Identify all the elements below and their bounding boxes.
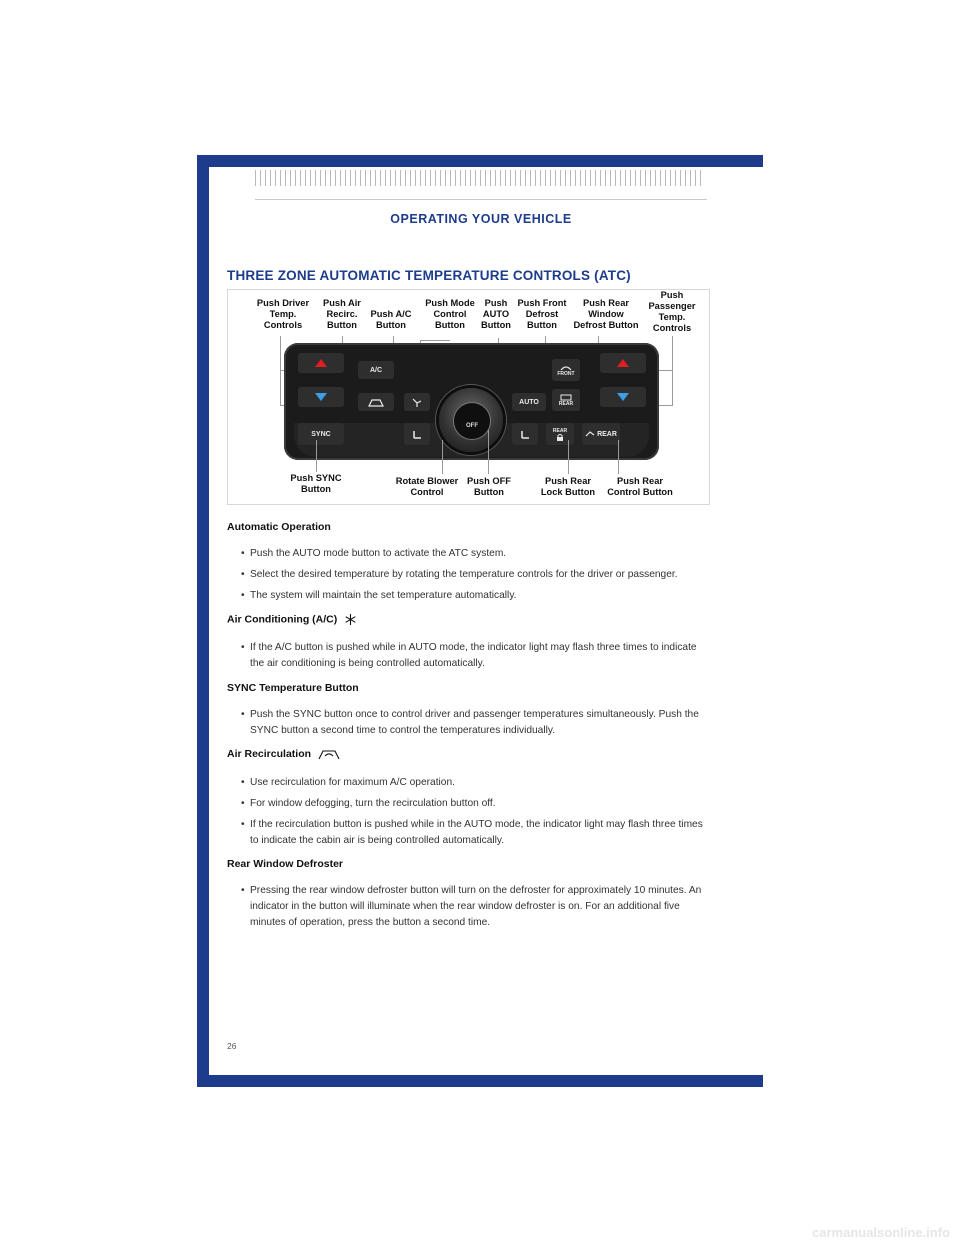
callout-blower: Rotate Blower Control [395, 476, 459, 497]
callout-sync: Push SYNC Button [290, 473, 342, 494]
bullet-dot: • [241, 885, 245, 896]
off-button[interactable] [453, 402, 491, 440]
passenger-temp-up-button[interactable] [600, 353, 646, 373]
rear-control-button[interactable] [582, 423, 620, 445]
frame-top-bar [197, 155, 763, 167]
leader-line [442, 440, 443, 474]
bullet-text: If the recirculation button is pushed while in the AUTO mode, the indicator light may flash three times to indicate the cabin air is being controlled automatically. [250, 819, 703, 846]
bullet-text: Select the desired temperature by rotating the temperature controls for the driver or passenger. [250, 569, 678, 580]
callout-mode: Push Mode Control Button [425, 298, 475, 330]
seat-heat-icon [411, 428, 423, 440]
callout-auto: Push AUTO Button [481, 298, 511, 330]
front-defrost-label: FRONT [557, 370, 575, 377]
bullet-dot: • [241, 777, 245, 788]
leader-line [488, 430, 489, 474]
leader-line [672, 336, 673, 406]
front-defrost-icon [560, 364, 572, 371]
subheading-text: Air Conditioning (A/C) [227, 613, 338, 626]
callout-air-recirc: Push Air Recirc. Button [323, 298, 361, 330]
callout-rear-lock: Push Rear Lock Button [540, 476, 596, 497]
section-title: OPERATING YOUR VEHICLE [390, 212, 572, 226]
subheading-sync: SYNC Temperature Button [227, 682, 359, 694]
leader-line [420, 340, 450, 341]
seat-heat-icon [519, 428, 531, 440]
driver-seat-heat-button[interactable] [404, 423, 430, 445]
leader-line [280, 336, 281, 406]
passenger-temp-down-button[interactable] [600, 387, 646, 407]
list-item [241, 640, 707, 674]
subheading-air-recirculation [227, 748, 340, 760]
leader-line [568, 440, 569, 474]
recirculation-icon [368, 398, 384, 407]
recirculation-icon [318, 748, 340, 760]
callout-front-defrost: Push Front Defrost Button [517, 298, 567, 330]
driver-temp-up-button[interactable] [298, 353, 344, 373]
atc-control-figure [227, 289, 710, 505]
up-arrow-icon [315, 359, 327, 367]
subheading-rear-window-defroster: Rear Window Defroster [227, 858, 344, 870]
ac-button[interactable]: A/C [358, 361, 394, 379]
passenger-seat-heat-button[interactable] [512, 423, 538, 445]
bullet-dot: • [241, 819, 245, 830]
mode-airflow-icon [411, 397, 423, 407]
down-arrow-icon [315, 393, 327, 401]
subheading-automatic-operation: Automatic Operation [227, 521, 331, 533]
bullet-text: Push the SYNC button once to control driver and passenger temperatures simultaneously. Push the SYNC button a second time to control the temperatures individually. [250, 709, 699, 736]
frame-left-bar [197, 155, 209, 1087]
bullet-dot: • [241, 590, 245, 601]
list-item [241, 707, 707, 741]
rear-defrost-label: REAR [558, 400, 574, 407]
header-rule [255, 199, 707, 200]
sync-button[interactable]: SYNC [298, 423, 344, 445]
bullet-dot: • [241, 548, 245, 559]
bullet-dot: • [241, 709, 245, 720]
rear-defrost-button[interactable] [552, 389, 580, 411]
bullet-text: Pressing the rear window defroster button will turn on the defroster for approximately 10 minutes. An indicator in the button will illuminate when the rear window defroster is on. For an additional five minutes of operation, press the button a second time. [250, 885, 702, 928]
bullet-text: For window defogging, turn the recirculation button off. [250, 798, 496, 809]
subheading-text: Air Recirculation [227, 748, 312, 760]
rear-airflow-icon [585, 430, 595, 438]
auto-button[interactable]: AUTO [512, 393, 546, 411]
list-item [241, 883, 707, 933]
air-recirc-button[interactable] [358, 393, 394, 411]
leader-line [316, 440, 317, 472]
callout-rear-defrost: Push Rear Window Defrost Button [573, 298, 639, 330]
front-defrost-button[interactable] [552, 359, 580, 381]
driver-temp-down-button[interactable] [298, 387, 344, 407]
blower-control-knob[interactable] [439, 388, 503, 452]
callout-passenger-temp: Push Passenger Temp. Controls [648, 290, 696, 333]
bullet-text: If the A/C button is pushed while in AUTO mode, the indicator light may flash three times to indicate the air conditioning is being controlled automatically. [250, 642, 697, 669]
page-number: 26 [227, 1041, 237, 1051]
bullet-text: The system will maintain the set temperature automatically. [250, 590, 517, 601]
off-label: OFF [466, 423, 478, 429]
rear-defrost-icon [560, 394, 572, 401]
snowflake-icon [344, 613, 357, 626]
page-heading: THREE ZONE AUTOMATIC TEMPERATURE CONTROLS (ATC) [227, 268, 631, 283]
list-item [241, 817, 707, 851]
down-arrow-icon [617, 393, 629, 401]
bullet-text: Use recirculation for maximum A/C operation. [250, 777, 455, 788]
frame-bottom-bar [197, 1075, 763, 1087]
callout-ac: Push A/C Button [370, 309, 412, 330]
bullet-dot: • [241, 642, 245, 653]
rear-control-label: REAR [597, 430, 617, 438]
control-panel [284, 343, 659, 460]
rear-lock-button[interactable] [546, 423, 574, 445]
callout-off: Push OFF Button [467, 476, 511, 497]
rear-lock-label: REAR [552, 427, 568, 434]
leader-line [618, 440, 619, 474]
callout-driver-temp: Push Driver Temp. Controls [256, 298, 310, 330]
subheading-air-conditioning [227, 613, 357, 626]
bullet-dot: • [241, 798, 245, 809]
callout-rear-control: Push Rear Control Button [607, 476, 673, 497]
up-arrow-icon [617, 359, 629, 367]
watermark: carmanualsonline.info [812, 1225, 950, 1240]
bullet-text: Push the AUTO mode button to activate the ATC system. [250, 548, 507, 559]
mode-button[interactable] [404, 393, 430, 411]
bullet-dot: • [241, 569, 245, 580]
header-tick-strip [255, 170, 705, 186]
lock-icon [557, 434, 563, 441]
